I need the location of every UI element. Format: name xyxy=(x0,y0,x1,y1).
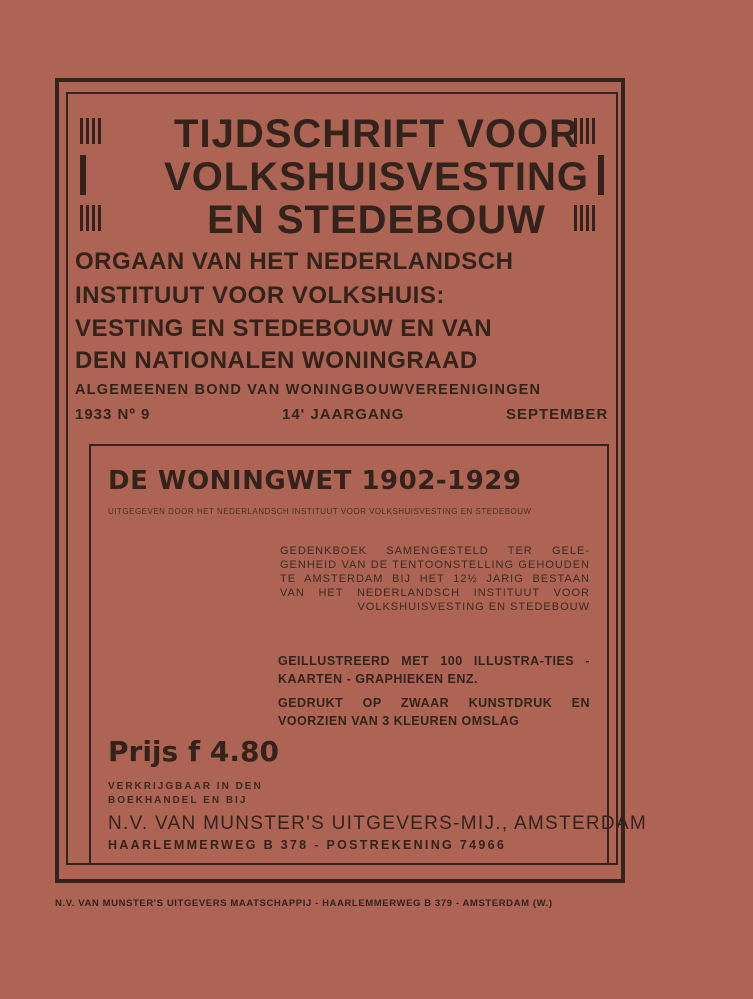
availability-note: VERKRIJGBAAR IN DEN BOEKHANDEL EN BIJ xyxy=(108,781,263,806)
issue-month: SEPTEMBER xyxy=(506,406,609,423)
subtitle-line-3: VESTING EN STEDEBOUW EN VAN xyxy=(75,315,493,342)
book-price: Prijs f 4.80 xyxy=(108,735,279,768)
issue-volume: 14' JAARGANG xyxy=(282,406,405,423)
book-title-text: DE WONINGWET xyxy=(108,466,352,496)
book-fine-print: UITGEGEVEN DOOR HET NEDERLANDSCH INSTITUUT VOOR VOLKSHUISVESTING EN STEDEBOUW xyxy=(108,507,532,516)
subtitle-line-4: DEN NATIONALEN WONINGRAAD xyxy=(75,347,478,374)
subtitle-line-1: ORGAAN VAN HET NEDERLANDSCH xyxy=(75,248,514,275)
book-printing: GEDRUKT OP ZWAAR KUNSTDRUK EN VOORZIEN VAN 3 KLEUREN OMSLAG xyxy=(278,696,590,728)
publisher-address: HAARLEMMERWEG B 378 - POSTREKENING 74966 xyxy=(108,838,507,852)
footer-imprint: N.V. VAN MUNSTER'S UITGEVERS MAATSCHAPPIJ - HAARLEMMERWEG B 379 - AMSTERDAM (W.) xyxy=(55,898,553,909)
book-years: 1902-1929 xyxy=(361,466,522,496)
tagline: ALGEMEENEN BOND VAN WONINGBOUWVEREENIGINGEN xyxy=(75,382,542,398)
publisher-name: N.V. VAN MUNSTER'S UITGEVERS-MIJ., AMSTERDAM xyxy=(108,813,648,834)
book-description: GEDENKBOEK SAMENGESTELD TER GELE-GENHEID VAN DE TENTOONSTELLING GEHOUDEN TE AMSTERDAM BIJ HET 12½ JARIG BESTAAN VAN HET NEDERLANDSCH INSTITUUT VOOR VOLKSHUISVESTING EN STEDEBOUW xyxy=(280,545,590,613)
title-line-1: TIJDSCHRIFT VOOR xyxy=(174,112,579,156)
book-title xyxy=(108,466,521,496)
subtitle-line-2: INSTITUUT VOOR VOLKSHUIS: xyxy=(75,282,445,309)
issue-number: 1933 Nº 9 xyxy=(75,406,151,423)
title-line-2: VOLKSHUISVESTING xyxy=(164,155,589,199)
book-illustrated: GEILLUSTREERD MET 100 ILLUSTRA-TIES - KAARTEN - GRAPHIEKEN ENZ. xyxy=(278,654,590,686)
title-line-3: EN STEDEBOUW xyxy=(207,198,546,242)
